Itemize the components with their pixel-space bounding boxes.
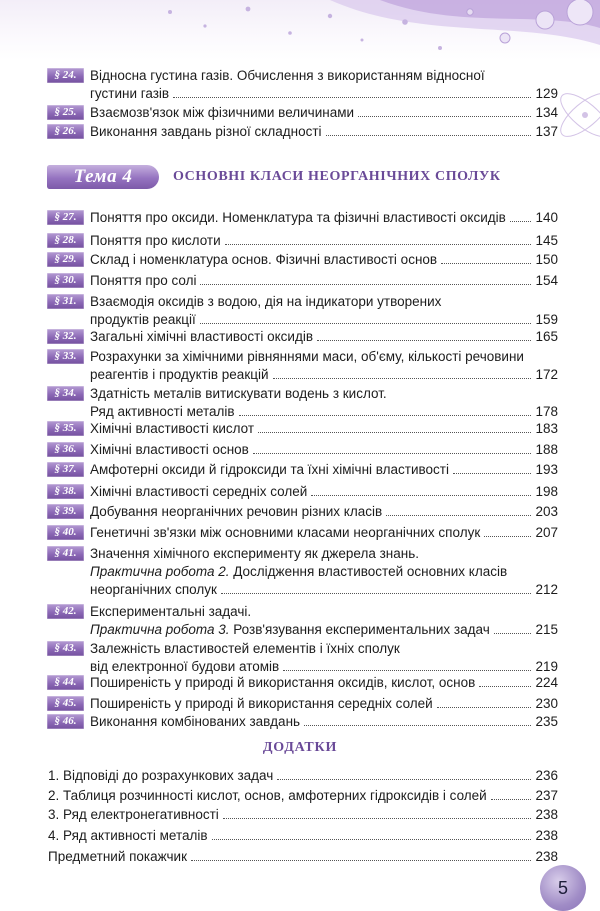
appendix-title: ДОДАТКИ	[262, 740, 338, 755]
entry-line	[90, 581, 558, 598]
entry-line	[90, 403, 558, 420]
toc-entry	[47, 695, 558, 712]
entry-title: Хімічні властивості середніх солей	[90, 484, 308, 499]
leader-dots	[212, 839, 532, 840]
section-badge: § 38.	[47, 484, 84, 499]
entry-text	[90, 209, 558, 226]
entry-title: Взаємодія оксидів з водою, дія на індикатори утворених	[90, 294, 442, 309]
entry-title	[90, 621, 490, 638]
topic-title: ОСНОВНІ КЛАСИ НЕОРГАНІЧНИХ СПОЛУК	[173, 169, 501, 184]
appendix-item-title: 3. Ряд електронегативності	[48, 807, 219, 822]
leader-dots	[479, 686, 531, 687]
entry-title: Амфотерні оксиди й гідроксиди та їхні хімічні властивості	[90, 462, 449, 477]
entry-line	[90, 640, 558, 657]
appendix-item-title: 4. Ряд активності металів	[48, 828, 208, 843]
toc-entry	[47, 483, 558, 500]
section-badge: § 27.	[47, 210, 84, 225]
entry-text	[90, 713, 558, 730]
entry-title: Склад і номенклатура основ. Фізичні властивості основ	[90, 252, 438, 267]
entry-title: Здатність металів витискувати водень з кислот.	[90, 386, 387, 401]
leader-dots	[494, 633, 532, 634]
entry-line	[90, 420, 558, 437]
leader-dots	[326, 135, 532, 136]
entry-title: Значення хімічного експерименту як джерела знань.	[90, 546, 419, 561]
toc-entry	[47, 713, 558, 730]
entry-text	[90, 420, 558, 437]
leader-dots	[200, 323, 532, 324]
page-ref: 183	[535, 421, 558, 436]
section-badge: § 44.	[47, 675, 84, 690]
section-badge: § 41.	[47, 546, 84, 561]
page-ref: 178	[535, 404, 558, 419]
leader-dots	[239, 415, 532, 416]
toc-entry	[47, 293, 558, 328]
entry-line	[90, 293, 558, 310]
entry-text	[90, 104, 558, 121]
leader-dots	[253, 453, 532, 454]
section-badge: § 29.	[47, 252, 84, 267]
page-ref: 172	[535, 367, 558, 382]
page-ref: 224	[535, 675, 558, 690]
page-ref: 212	[535, 582, 558, 597]
toc-entry	[47, 461, 558, 478]
leader-dots	[173, 97, 531, 98]
leader-dots	[277, 779, 531, 780]
appendix-item-title: 2. Таблиця розчинності кислот, основ, амфотерних гідроксидів і солей	[48, 788, 487, 803]
entry-title: Генетичні зв'язки між основними класами неорганічних сполук	[90, 525, 481, 540]
appendix-item-title: 1. Відповіді до розрахункових задач	[48, 768, 274, 783]
section-badge: § 35.	[47, 421, 84, 436]
leader-dots	[437, 707, 532, 708]
entry-line	[90, 695, 558, 712]
page-ref: 238	[535, 807, 558, 822]
appendix-item	[48, 767, 558, 784]
leader-dots	[283, 670, 531, 671]
page-ref: 137	[535, 124, 558, 139]
toc-entry	[47, 104, 558, 121]
entry-line	[90, 232, 558, 249]
entry-text	[90, 67, 558, 102]
toc-entry	[47, 67, 558, 102]
entry-title: Поняття про оксиди. Номенклатура та фізичні властивості оксидів	[90, 210, 506, 225]
leader-dots	[386, 515, 531, 516]
entry-title: Хімічні властивості основ	[90, 442, 249, 457]
entry-title: Залежність властивостей елементів і їхніх сполук	[90, 641, 400, 656]
entry-title: від електронної будови атомів	[90, 659, 280, 674]
toc-entry	[47, 348, 558, 383]
section-badge: § 32.	[47, 329, 84, 344]
leader-dots	[441, 263, 531, 264]
toc-entry	[47, 524, 558, 541]
entry-line	[90, 366, 558, 383]
page-ref: 235	[535, 714, 558, 729]
leader-dots	[200, 284, 531, 285]
toc-entry	[47, 251, 558, 268]
toc-entry	[47, 545, 558, 598]
toc-entry	[47, 674, 558, 691]
section-badge: § 37.	[47, 462, 84, 477]
entry-text	[90, 483, 558, 500]
entry-title: Виконання комбінованих завдань	[90, 714, 301, 729]
entry-text	[90, 123, 558, 140]
toc-entry	[47, 232, 558, 249]
entry-text	[90, 545, 558, 598]
topic-badge: Тема 4	[47, 165, 159, 189]
entry-title: Загальні хімічні властивості оксидів	[90, 329, 314, 344]
page-ref: 145	[535, 233, 558, 248]
entry-line	[90, 104, 558, 121]
entry-title-rest: Дослідження властивостей основних класів	[229, 564, 508, 579]
entry-title: густини газів	[90, 86, 170, 101]
leader-dots	[225, 244, 532, 245]
section-badge: § 43.	[47, 641, 84, 656]
entry-title: Відносна густина газів. Обчислення з використанням відносної	[90, 68, 485, 83]
entry-line	[90, 658, 558, 675]
entry-text	[90, 503, 558, 520]
page-ref: 159	[535, 312, 558, 327]
entry-title: Поширеність у природі й використання оксидів, кислот, основ	[90, 675, 476, 690]
entry-text	[90, 272, 558, 289]
toc-entry	[47, 441, 558, 458]
page-ref: 129	[535, 86, 558, 101]
section-badge: § 34.	[47, 386, 84, 401]
page-ref: 188	[535, 442, 558, 457]
toc-entry	[47, 603, 558, 638]
entry-line	[90, 713, 558, 730]
leader-dots	[453, 473, 532, 474]
entry-line	[90, 441, 558, 458]
entry-line	[90, 563, 558, 580]
page-ref: 215	[535, 622, 558, 637]
section-badge: § 25.	[47, 105, 84, 120]
entry-text	[90, 328, 558, 345]
section-badge: § 42.	[47, 604, 84, 619]
leader-dots	[484, 536, 531, 537]
section-badge: § 33.	[47, 349, 84, 364]
leader-dots	[358, 116, 531, 117]
entry-line	[90, 524, 558, 541]
page-ref: 134	[535, 105, 558, 120]
entry-line	[90, 272, 558, 289]
entry-line	[90, 123, 558, 140]
entry-title: Виконання завдань різної складності	[90, 124, 322, 139]
page-ref: 140	[535, 210, 558, 225]
appendix-item	[48, 827, 558, 844]
page-ref: 154	[535, 273, 558, 288]
toc-entry	[47, 209, 558, 226]
practical-label: Практична робота 3.	[90, 622, 230, 637]
page-ref: 219	[535, 659, 558, 674]
entry-text	[90, 695, 558, 712]
entry-text	[90, 603, 558, 638]
entry-title: Поняття про кислоти	[90, 233, 221, 248]
leader-dots	[311, 495, 531, 496]
bubbles-decoration-icon	[0, 0, 600, 60]
leader-dots	[191, 860, 531, 861]
toc-entry	[47, 640, 558, 675]
section-badge: § 24.	[47, 68, 84, 83]
entry-title: Ряд активності металів	[90, 404, 235, 419]
entry-line	[90, 503, 558, 520]
entry-title: продуктів реакції	[90, 312, 196, 327]
top-decoration	[0, 0, 600, 60]
leader-dots	[273, 378, 532, 379]
section-badge: § 30.	[47, 273, 84, 288]
page-ref: 237	[535, 788, 558, 803]
section-badge: § 31.	[47, 294, 84, 309]
section-badge: § 26.	[47, 124, 84, 139]
entry-title: Експериментальні задачі.	[90, 604, 252, 619]
entry-line	[90, 483, 558, 500]
appendix-item	[48, 806, 558, 823]
entry-title: Розрахунки за хімічними рівняннями маси, об'єму, кількості речовини	[90, 349, 524, 364]
leader-dots	[317, 340, 531, 341]
entry-title: Поняття про солі	[90, 273, 197, 288]
entry-text	[90, 441, 558, 458]
page-number: 5	[540, 865, 586, 911]
entry-line	[90, 348, 558, 365]
section-badge: § 45.	[47, 696, 84, 711]
entry-title: Взаємозв'язок між фізичними величинами	[90, 105, 355, 120]
entry-line	[90, 674, 558, 691]
appendix-item	[48, 787, 558, 804]
section-badge: § 40.	[47, 525, 84, 540]
page-ref: 236	[535, 768, 558, 783]
toc-entry	[47, 503, 558, 520]
entry-line	[90, 385, 558, 402]
entry-title: Поширеність у природі й використання середніх солей	[90, 696, 433, 711]
page-ref: 238	[535, 828, 558, 843]
page-ref: 203	[535, 504, 558, 519]
entry-line	[90, 461, 558, 478]
entry-title: Хімічні властивості кислот	[90, 421, 255, 436]
page-ref: 165	[535, 329, 558, 344]
entry-title: Добування неорганічних речовин різних класів	[90, 504, 383, 519]
entry-line	[90, 311, 558, 328]
appendix-item-title: Предметний покажчик	[48, 849, 188, 864]
entry-line	[90, 545, 558, 562]
entry-title: неорганічних сполук	[90, 582, 217, 597]
entry-title-rest: Розв'язування експериментальних задач	[229, 622, 490, 637]
topic-header	[47, 165, 501, 189]
toc-entry	[47, 272, 558, 289]
appendix-item	[48, 848, 558, 865]
leader-dots	[304, 725, 531, 726]
entry-title	[90, 563, 507, 580]
entry-text	[90, 232, 558, 249]
leader-dots	[258, 432, 531, 433]
practical-label: Практична робота 2.	[90, 564, 230, 579]
entry-text	[90, 251, 558, 268]
entry-text	[90, 640, 558, 675]
entry-text	[90, 348, 558, 383]
entry-text	[90, 293, 558, 328]
section-badge: § 46.	[47, 714, 84, 729]
entry-text	[90, 674, 558, 691]
section-badge: § 28.	[47, 233, 84, 248]
entry-text	[90, 461, 558, 478]
entry-line	[90, 603, 558, 620]
leader-dots	[510, 221, 532, 222]
page-ref: 230	[535, 696, 558, 711]
entry-text	[90, 524, 558, 541]
entry-line	[90, 67, 558, 84]
toc-entry	[47, 385, 558, 420]
entry-title: реагентів і продуктів реакцій	[90, 367, 269, 382]
page-ref: 150	[535, 252, 558, 267]
page-ref: 207	[535, 525, 558, 540]
page-ref: 193	[535, 462, 558, 477]
leader-dots	[223, 818, 532, 819]
entry-line	[90, 621, 558, 638]
page-ref: 238	[535, 849, 558, 864]
entry-line	[90, 251, 558, 268]
section-badge: § 39.	[47, 504, 84, 519]
toc-entry	[47, 420, 558, 437]
leader-dots	[491, 799, 532, 800]
entry-line	[90, 328, 558, 345]
toc-entry	[47, 123, 558, 140]
entry-text	[90, 385, 558, 420]
leader-dots	[221, 593, 532, 594]
page-ref: 198	[535, 484, 558, 499]
toc-entry	[47, 328, 558, 345]
entry-line	[90, 85, 558, 102]
section-badge: § 36.	[47, 442, 84, 457]
entry-line	[90, 209, 558, 226]
